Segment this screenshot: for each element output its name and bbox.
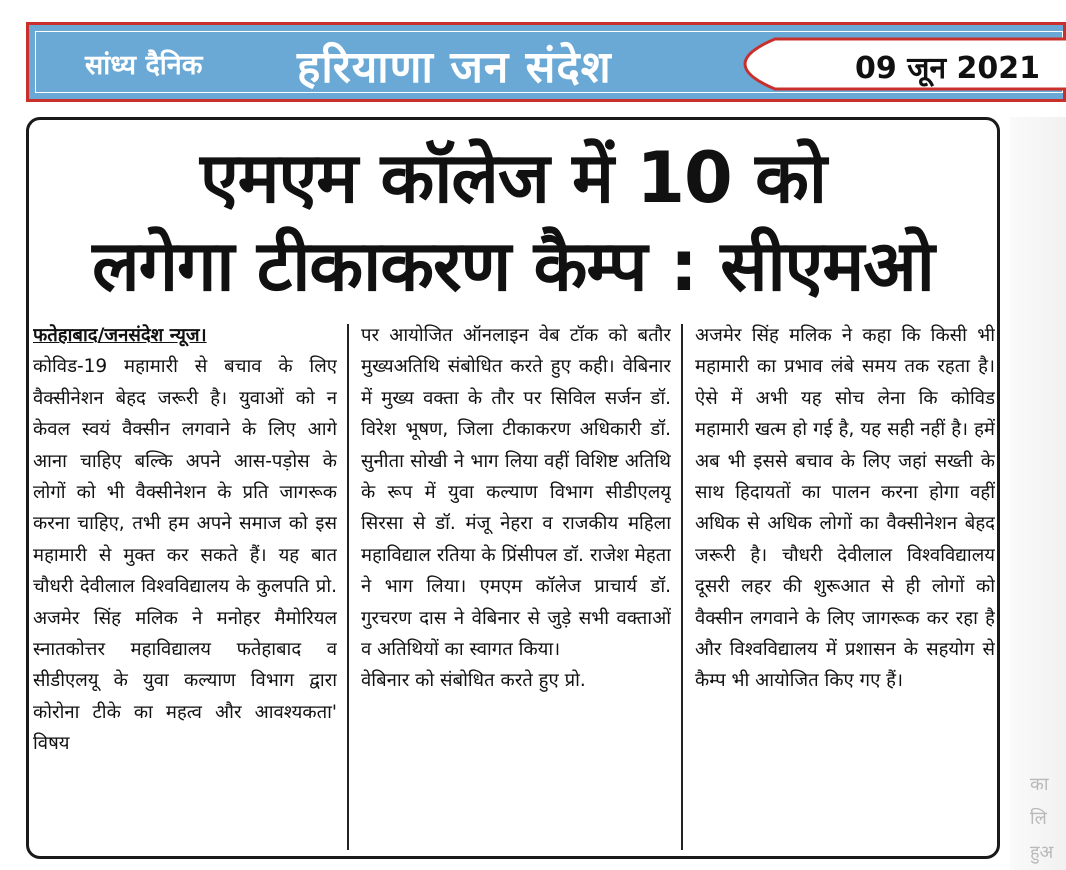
adjacent-fragment-2: लि <box>1030 808 1047 829</box>
article-column-2 <box>361 320 671 856</box>
masthead-label: सांध्य दैनिक <box>85 50 203 81</box>
adjacent-page-edge <box>1010 117 1066 870</box>
date-ribbon <box>705 37 1066 91</box>
article-frame <box>26 117 1000 859</box>
column-2-tail-text: वेबिनार को संबोधित करते हुए प्रो. <box>361 670 586 692</box>
dateline: फतेहाबाद/जनसंदेश न्यूज। <box>33 325 207 346</box>
column-divider-1 <box>347 324 349 850</box>
masthead-banner <box>26 22 1066 102</box>
article-column-1 <box>33 320 337 856</box>
headline-line-2: लगेगा टीकाकरण कैम्प : सीएमओ <box>92 225 934 307</box>
column-divider-2 <box>681 324 683 850</box>
article-column-3 <box>695 320 995 856</box>
adjacent-fragment-3: हुअ <box>1030 842 1054 863</box>
headline-line-1: एमएम कॉलेज में 10 को <box>199 137 827 219</box>
article-headline <box>29 134 997 310</box>
adjacent-fragment-1: का <box>1030 774 1049 795</box>
issue-date: 09 जून 2021 <box>855 51 1041 86</box>
newspaper-title: हरियाणा जन संदेश <box>297 42 612 93</box>
column-1-text: कोविड-19 महामारी से बचाव के लिए वैक्सीनेशन बेहद जरूरी है। युवाओं को न केवल स्वयं वैक्सीन लगवाने के लिए आगे आना चाहिए बल्कि अपने आस-पड़ोस के लोगों को भी वैक्सीनेशन के प्रति जागरूक करना चाहिए, तभी हम अपने समाज को इस महामारी से मुक्त कर सकते हैं। यह बात चौधरी देवीलाल विश्वविद्यालय के कुलपति प्रो. अजमेर सिंह मलिक ने मनोहर मैमोरियल स्नातकोत्तर महाविद्यालय फतेहाबाद व सीडीएलयू के युवा कल्याण विभाग द्वारा कोरोना टीके का महत्व और आवश्यकता' विषय <box>33 356 337 755</box>
column-2-text: पर आयोजित ऑनलाइन वेब टॉक को बतौर मुख्यअतिथि संबोधित करते हुए कही। वेबिनार में मुख्य वक्ता के तौर पर सिविल सर्जन डॉ. विरेश भूषण, जिला टीकाकरण अधिकारी डॉ. सुनीता सोखी ने भाग लिया वहीं विशिष्ट अतिथि के रूप में युवा कल्याण विभाग सीडीएलयू सिरसा से डॉ. मंजू नेहरा व राजकीय महिला महाविद्याल रतिया के प्रिंसीपल डॉ. राजेश मेहता ने भाग लिया। एमएम कॉलेज प्राचार्य डॉ. गुरचरण दास ने वेबिनार से जुड़े सभी वक्ताओं व अतिथियों का स्वागत किया। <box>361 325 671 661</box>
column-3-text: अजमेर सिंह मलिक ने कहा कि किसी भी महामारी का प्रभाव लंबे समय तक रहता है। ऐसे में अभी यह सोच लेना कि कोविड महामारी खत्म हो गई है, यह सही नहीं है। हमें अब भी इससे बचाव के लिए जहां सख्ती के साथ हिदायतों का पालन करना होगा वहीं अधिक से अधिक लोगों का वैक्सीनेशन बेहद जरूरी है। चौधरी देवीलाल विश्वविद्यालय दूसरी लहर की शुरूआत से ही लोगों को वैक्सीन लगवाने के लिए जागरूक कर रहा है और विश्वविद्यालय में प्रशासन के सहयोग से कैम्प भी आयोजित किए गए हैं। <box>695 325 995 692</box>
article-body <box>29 320 997 856</box>
